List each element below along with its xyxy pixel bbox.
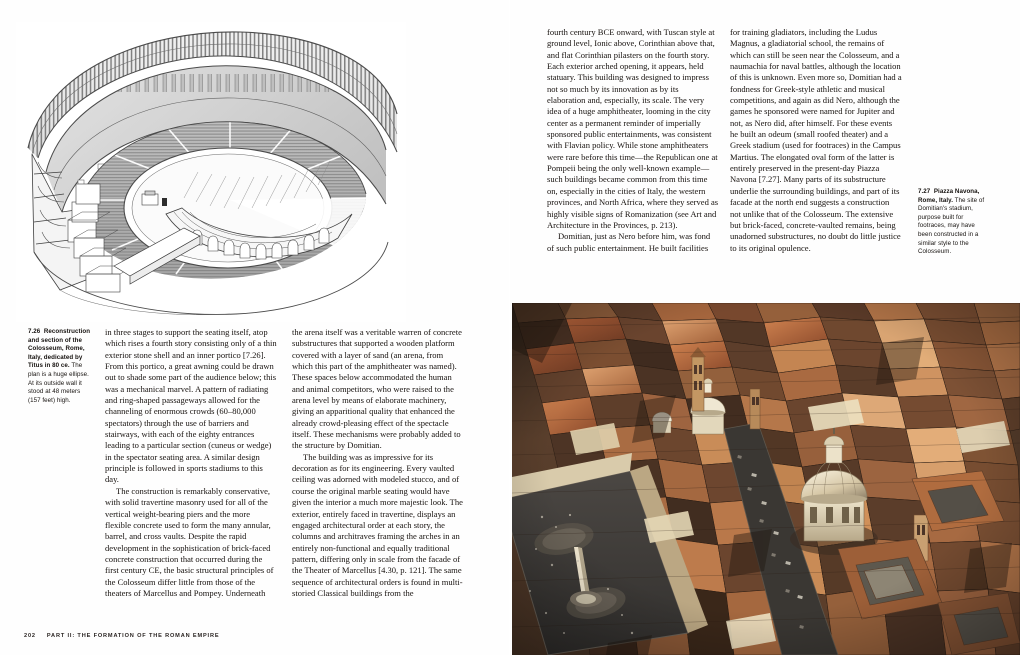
figure-piazza-navona-photo: [512, 303, 1020, 655]
figure-colosseum-illustration: [16, 22, 406, 322]
figure-number-7-26: 7.26: [28, 328, 41, 335]
folio-number: 202: [24, 633, 36, 639]
body-column-1: [105, 327, 277, 599]
paragraph: the arena itself was a veritable warren of concrete substructures that supported a wooden platform covered with a layer of sand (an arena, from which this part of the amphitheater was named). These spaces below accommodated the human and animal competitors, who were raised to the arena level by means of elaborate machinery, giving an apparitional quality that enhanced the already crowd-pleasing effect of the spectacle itself. These mechanisms were probably added to the structure by Domitian.: [292, 327, 462, 451]
paragraph: The construction is remarkably conservative, with solid travertine masonry used for all of the vertical weight-bearing piers and the more flexible concrete used to form the many annular, barrel, and cross vaults. Despite the rapid development in the sophistication of brick-faced concrete construction that occurred during the first century CE, the basic structural principles of the Colosseum differ little from those of the theaters of Marcellus and Pompey. Underneath: [105, 485, 274, 598]
body-column-2: [292, 327, 464, 599]
figure-number-7-27: 7.27: [918, 188, 931, 195]
paragraph: Domitian, just as Nero before him, was fond of such public entertainment. He built facilities: [547, 231, 711, 253]
paragraph: for training gladiators, including the Ludus Magnus, a gladiatorial school, the remains of which can still be seen near the Colosseum, and a naumachia for naval battles, although the location of this is unknown. Even more so, Domitian had a fondness for Greek-style athletic and musical competitions, and again as did Nero, although the games he sponsored were named for Jupiter and not, as Nero did, after himself. For these events he built an odeum (small roofed theater) and a Greek stadium (used for footraces) in the Campus Martius. The elongated oval form of the latter is entirely preserved in the present-day Piazza Navona [7.27]. Many parts of its substructure underlie the surrounding buildings, and part of its facade at the north end suggests a construction not unlike that of the Colosseum. The extensive but brick-faced, concrete-vaulted remains, being unadorned substructures, no doubt do little justice to its original opulence.: [730, 27, 902, 253]
paragraph: in three stages to support the seating itself, atop which rises a fourth story consisting only of a thin exterior stone shell and an inner portico [7.26]. From this portico, a great awning could be drawn out to shade some part of the audience below; this was a mechanical marvel. A pattern of radiating and ring-shaped passageways allowed for the channeling of enormous crowds (60–80,000 spectators) through the use of barriers and stairways, with each of the eighty entrances leading to a particular section (cuneus or wedge) in the spectator seating area. A similar design principle is followed in sports stadiums to this day.: [105, 327, 277, 485]
figure-caption-7-27-bold: Piazza Navona, Rome, Italy.: [918, 188, 980, 204]
figure-caption-7-27-rest: The site of Domitian's stadium, purpose built for footraces, may have been constructed in a similar style to the Colosseum.: [918, 196, 985, 256]
paragraph: fourth century BCE onward, with Tuscan style at ground level, Ionic above, Corinthian above that, and flat Corinthian pilasters on the fourth story. Each exterior arched opening, it appears, held statuary. This building was designed to impress not so much by its innovation as by its elaboration and, especially, its scale. The very idea of a huge amphitheater, looming in the city center as a permanent reminder of imperially sponsored public entertainments, was consistent with Flavian policy. While stone amphitheaters were rare before this time—the Republican one at Pompeii being the only well-known example—such buildings became common from this time on, especially in the cities of Italy, the western provinces, and North Africa, where they served as highly visible signs of Romanization (see Art and Architecture in the Provinces, p. 213).: [547, 27, 719, 230]
running-head: PART II: THE FORMATION OF THE ROMAN EMPIRE: [46, 633, 220, 639]
gutter-divider: [509, 0, 510, 655]
figure-caption-7-26-bold: Reconstruction and section of the Colosseum, Rome, Italy, dedicated by Titus in 80 ce.: [28, 328, 91, 370]
body-column-3: [547, 27, 719, 254]
figure-caption-7-27: [918, 188, 986, 257]
body-column-4: [730, 27, 902, 254]
page-footer: [24, 633, 219, 639]
paragraph: The building was as impressive for its decoration as for its engineering. Every vaulted ceiling was adorned with modeled stucco, and of course the original marble seating would have given the interior a much more majestic look. The exterior, entirely faced in travertine, displays an engaged architectural order at each story, the columns and architraves framing the arches in an entirely non-functional and equally traditional pattern, differing only in scale from the facade of the Theater of Marcellus [4.30, p. 121]. The same sequence of architectural orders is found in multi-storied Classical buildings from the: [292, 451, 463, 598]
figure-caption-7-26-rest: The plan is a huge ellipse. At its outside wall it stood at 48 meters (157 feet) high.: [28, 362, 89, 404]
figure-caption-7-26: [28, 328, 94, 405]
